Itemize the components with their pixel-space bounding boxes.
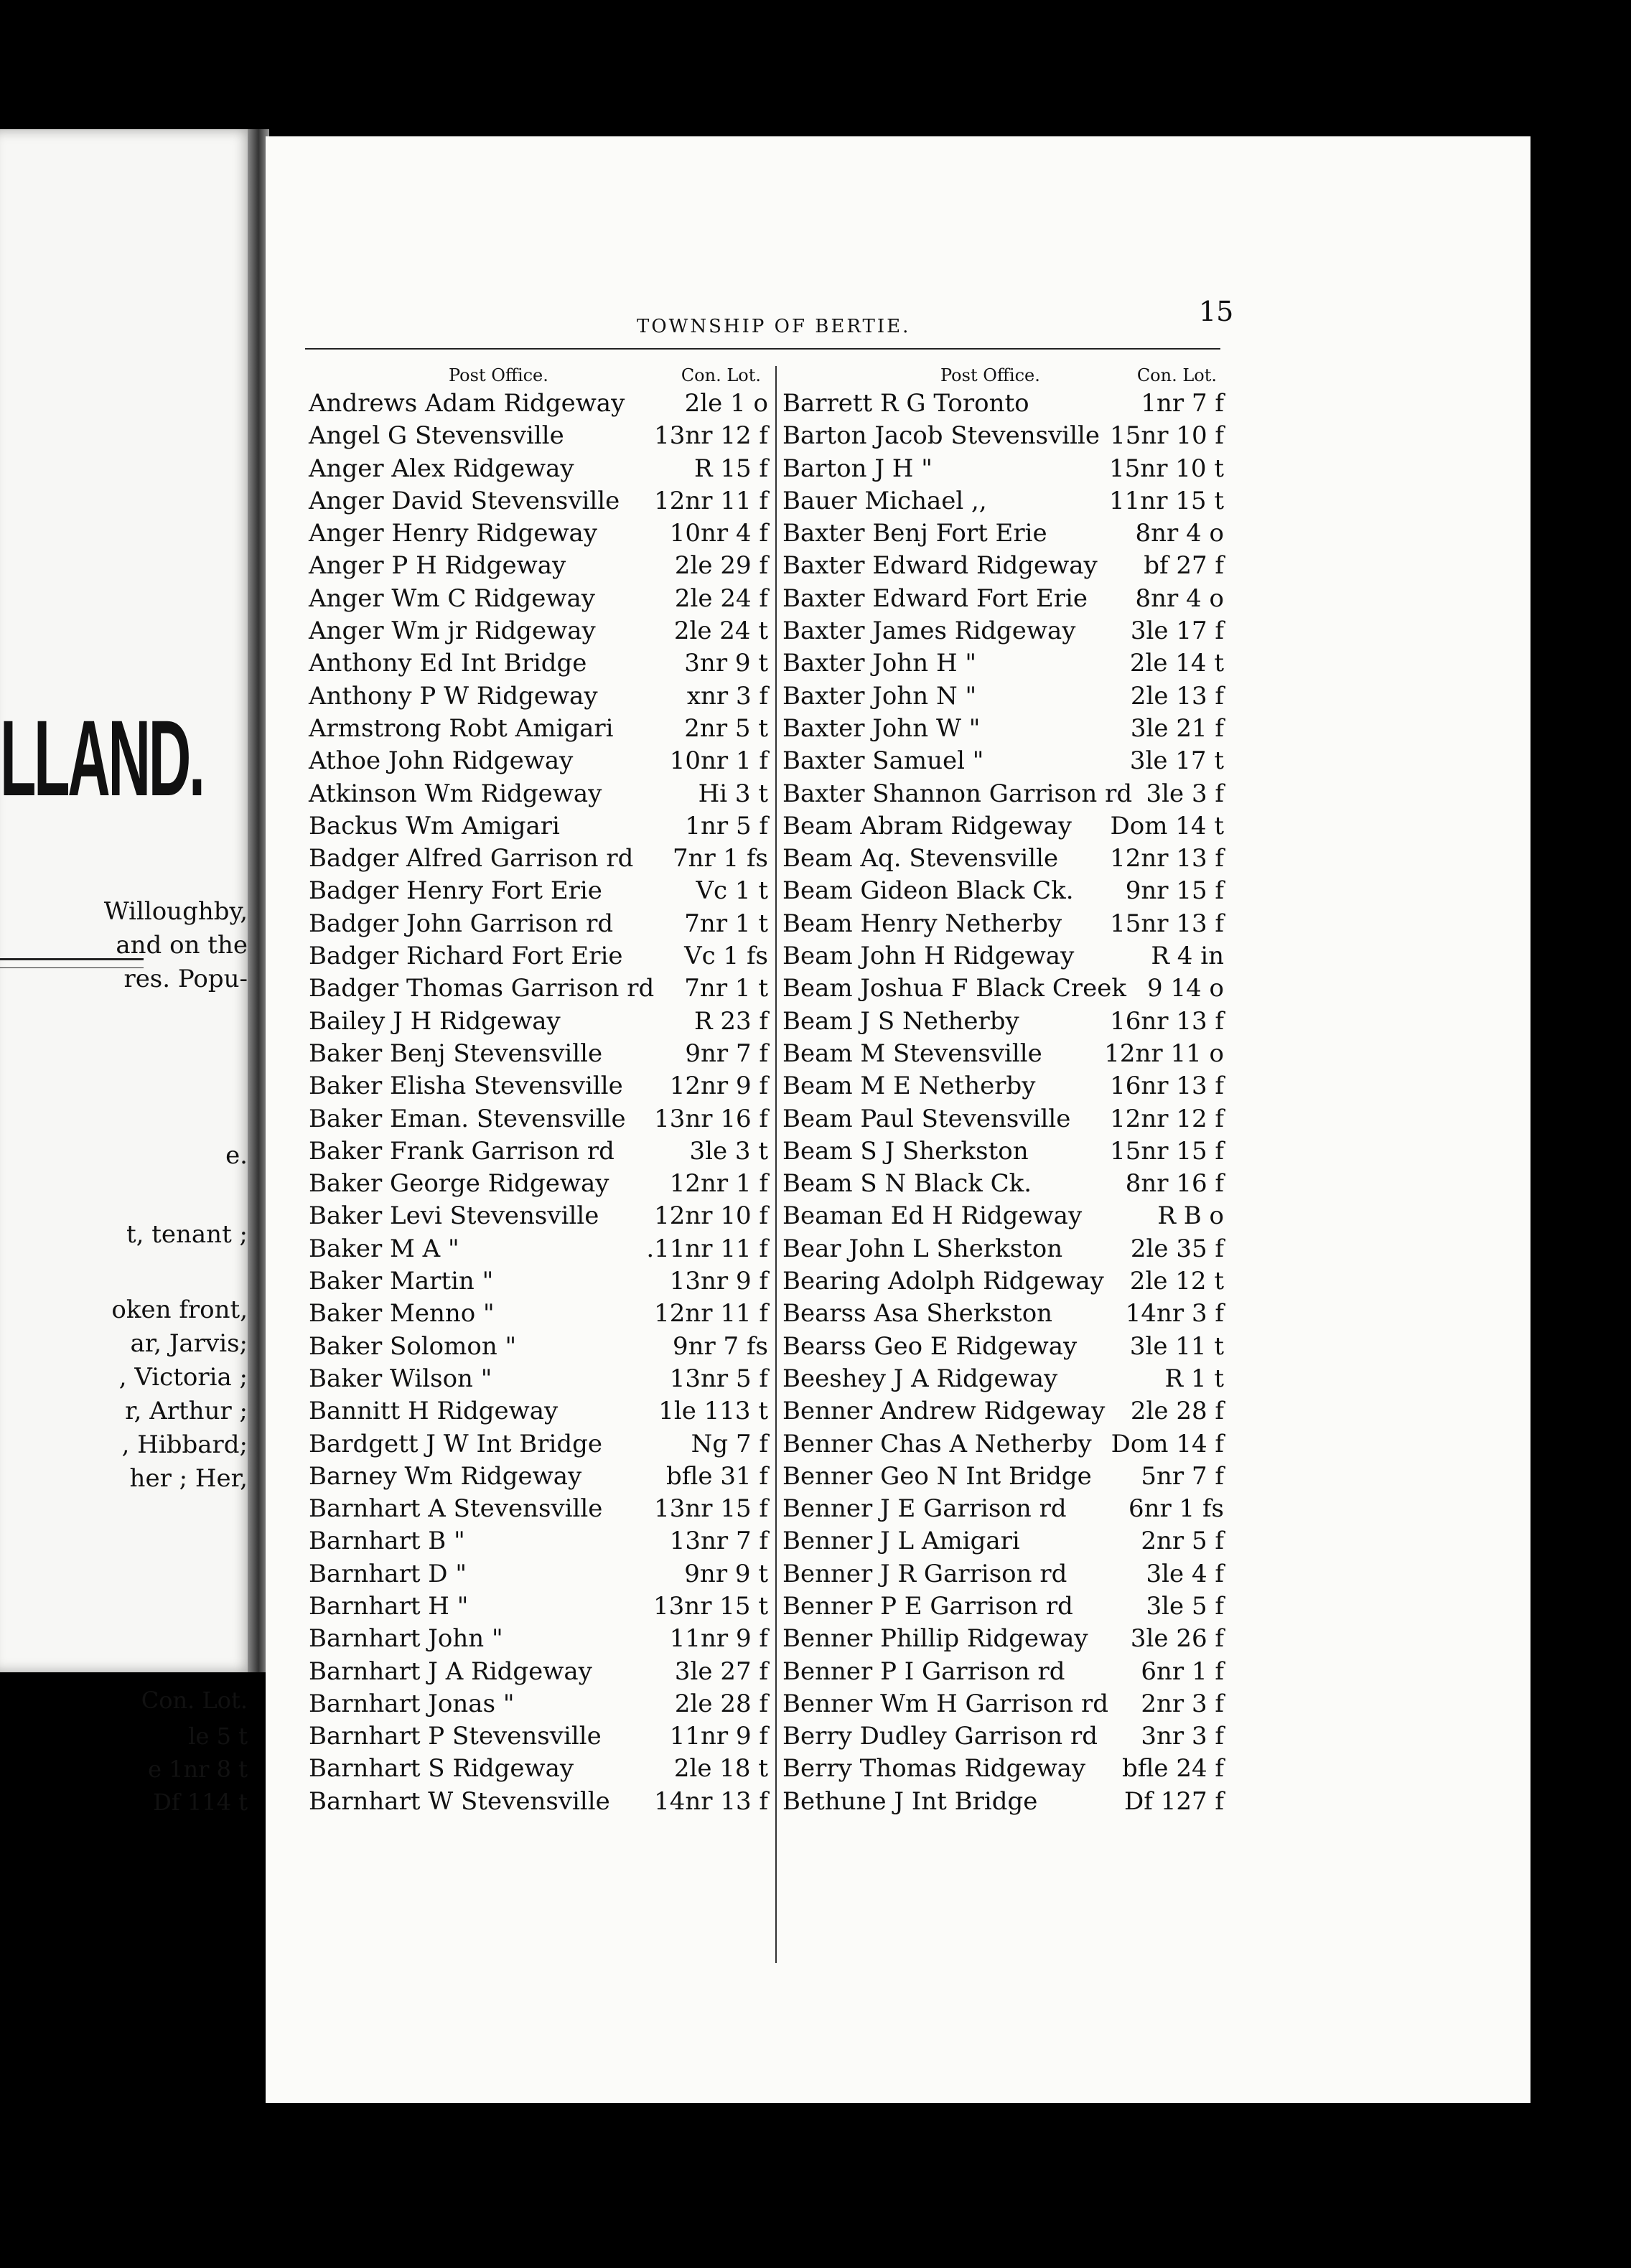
facing-text-line: r, Arthur ; [125,1397,248,1425]
column-divider [775,366,777,1963]
entry-name: Baker M A " [309,1234,459,1263]
entry-con-lot: 11nr 9 f [669,1624,768,1654]
entry-con-lot: 6nr 1 fs [1128,1494,1224,1524]
directory-entry [309,745,768,777]
entry-con-lot: 12nr 12 f [1110,1104,1224,1133]
entry-con-lot: R 4 in [1151,942,1224,971]
entry-name: Barnhart Jonas " [309,1689,515,1718]
entry-name: Athoe John Ridgeway [309,746,574,776]
entry-name: Barnhart John " [309,1624,503,1654]
entry-name: Badger Henry Fort Erie [309,876,602,906]
entry-con-lot: 3le 3 t [689,1136,768,1166]
facing-text-line: ar, Jarvis; [130,1329,248,1358]
entry-con-lot: 13nr 5 f [669,1364,768,1393]
entry-con-lot: 7nr 1 t [684,909,768,938]
entry-con-lot: 12nr 11 f [654,486,768,515]
directory-column-right [782,362,1224,1818]
entry-con-lot: 2le 24 f [674,584,768,613]
directory-entry [309,875,768,907]
entry-con-lot: 15nr 10 t [1109,454,1224,483]
entry-name: Anger Henry Ridgeway [309,519,598,548]
entry-name: Anger David Stevensville [309,486,620,515]
entry-con-lot: 2le 28 f [674,1689,768,1718]
entry-name: Beaman Ed H Ridgeway [782,1201,1083,1231]
entry-con-lot: 13nr 16 f [654,1104,768,1133]
entry-name: Barton Jacob Stevensville [782,421,1100,451]
entry-con-lot: bfle 24 f [1121,1754,1224,1784]
entry-name: Benner Chas A Netherby [782,1429,1092,1458]
directory-entry [309,1233,768,1265]
entry-con-lot: 9nr 15 f [1125,876,1224,906]
entry-con-lot: 3le 3 f [1146,779,1224,808]
directory-entry [782,1298,1224,1330]
entry-con-lot: 3le 11 t [1129,1331,1224,1361]
facing-table-header: Con. Lot. [141,1687,248,1714]
directory-entry [782,1265,1224,1298]
entry-name: Beam Gideon Black Ck. [782,876,1074,906]
entry-con-lot: R 1 t [1164,1364,1224,1393]
page [266,136,1530,2103]
entry-con-lot: 1nr 5 f [685,811,768,840]
entry-name: Badger Thomas Garrison rd [309,974,655,1003]
directory-entry [782,1038,1224,1070]
directory-entry [782,1200,1224,1232]
directory-entry [782,453,1224,485]
entry-con-lot: 3le 21 f [1130,713,1224,743]
entry-name: Benner P E Garrison rd [782,1591,1073,1621]
entry-con-lot: 12nr 1 f [669,1169,768,1199]
entry-con-lot: 5nr 7 f [1141,1461,1224,1491]
column-header [309,362,768,388]
entry-list [309,388,768,1818]
directory-entry [782,1688,1224,1720]
directory-entry [782,1331,1224,1363]
entry-name: Badger John Garrison rd [309,909,614,938]
entry-con-lot: 2le 14 t [1129,649,1224,678]
entry-list [782,388,1224,1818]
entry-name: Atkinson Wm Ridgeway [309,779,602,808]
entry-con-lot: Vc 1 t [696,876,768,906]
directory-entry [309,485,768,517]
directory-entry [782,908,1224,940]
directory-entry [309,843,768,875]
entry-name: Anger P H Ridgeway [309,551,566,581]
entry-con-lot: 3le 17 t [1129,746,1224,776]
entry-name: Bearss Geo E Ridgeway [782,1331,1078,1361]
entry-name: Baker Menno " [309,1299,495,1329]
directory-entry [309,517,768,550]
page-title: TOWNSHIP OF BERTIE. [637,316,911,337]
directory-entry [782,1233,1224,1265]
facing-text-line: , Victoria ; [118,1363,248,1392]
directory-entry [782,485,1224,517]
entry-con-lot: 2le 1 o [684,389,768,418]
directory-entry [309,1525,768,1557]
directory-entry [782,680,1224,713]
entry-name: Barnhart D " [309,1559,467,1588]
directory-entry [309,1265,768,1298]
entry-con-lot: bfle 31 f [665,1461,768,1491]
entry-con-lot: Dom 14 f [1111,1429,1224,1458]
directory-entry [309,1720,768,1753]
entry-name: Baxter Edward Fort Erie [782,584,1088,613]
entry-name: Beam John H Ridgeway [782,942,1075,971]
entry-name: Baker Martin " [309,1267,494,1296]
directory-entry [782,843,1224,875]
entry-name: Baxter John N " [782,681,977,711]
entry-con-lot: Ng 7 f [691,1429,768,1458]
entry-con-lot: 9nr 9 t [684,1559,768,1588]
entry-name: Bardgett J W Int Bridge [309,1429,603,1458]
entry-name: Bailey J H Ridgeway [309,1006,561,1036]
entry-name: Benner Wm H Garrison rd [782,1689,1108,1718]
directory-entry [782,973,1224,1005]
directory-entry [309,778,768,810]
facing-table-row: le 5 t [188,1723,248,1750]
directory-entry [309,1493,768,1525]
entry-con-lot: 2le 24 t [673,617,768,646]
directory-entry [309,1688,768,1720]
entry-con-lot: 9 14 o [1147,974,1224,1003]
entry-name: Baker Wilson " [309,1364,492,1393]
entry-con-lot: 3le 27 f [674,1657,768,1686]
directory-entry [309,680,768,713]
entry-con-lot: 8nr 16 f [1125,1169,1224,1199]
directory-entry [309,1786,768,1818]
directory-entry [309,420,768,452]
entry-con-lot: 15nr 10 f [1110,421,1224,451]
entry-con-lot: bf 27 f [1144,551,1224,581]
directory-entry [782,388,1224,420]
directory-entry [782,1656,1224,1688]
entry-con-lot: 13nr 7 f [669,1527,768,1556]
entry-con-lot: 13nr 15 t [653,1591,768,1621]
directory-entry [309,583,768,615]
entry-name: Benner Andrew Ridgeway [782,1397,1106,1426]
entry-name: Bauer Michael ,, [782,486,987,515]
directory-entry [782,1135,1224,1168]
entry-name: Baxter John W " [782,713,981,743]
directory-entry [782,1428,1224,1461]
entry-name: Barnhart J A Ridgeway [309,1657,592,1686]
directory-entry [309,1006,768,1038]
post-office-label: Post Office. [940,365,1040,385]
directory-entry [782,713,1224,745]
entry-con-lot: 10nr 1 f [669,746,768,776]
entry-name: Baxter Shannon Garrison rd [782,779,1133,808]
entry-name: Bear John L Sherkston [782,1234,1063,1263]
entry-name: Baxter John H " [782,649,977,678]
directory-entry [309,647,768,680]
directory-entry [782,1590,1224,1623]
entry-name: Benner P I Garrison rd [782,1657,1065,1686]
entry-con-lot: 13nr 9 f [669,1267,768,1296]
directory-entry [782,1493,1224,1525]
entry-con-lot: R 15 f [693,454,768,483]
directory-entry [309,1656,768,1688]
entry-name: Armstrong Robt Amigari [309,713,614,743]
entry-con-lot: 3nr 3 f [1141,1722,1224,1751]
entry-name: Barney Wm Ridgeway [309,1461,582,1491]
entry-name: Beam J S Netherby [782,1006,1019,1036]
entry-name: Beam Joshua F Black Creek [782,974,1126,1003]
facing-table-row: Df 114 t [153,1789,248,1816]
entry-con-lot: Dom 14 t [1110,811,1224,840]
entry-con-lot: 11nr 15 t [1109,486,1224,515]
facing-page-title: LLAND. [0,698,203,818]
directory-entry [782,420,1224,452]
entry-name: Benner J E Garrison rd [782,1494,1067,1524]
directory-entry [309,713,768,745]
entry-name: Beam S J Sherkston [782,1136,1029,1166]
entry-name: Beam M Stevensville [782,1039,1042,1068]
entry-name: Beam Aq. Stevensville [782,844,1059,873]
entry-name: Bearss Asa Sherkston [782,1299,1053,1329]
entry-name: Barnhart H " [309,1591,469,1621]
directory-entry [309,1331,768,1363]
entry-name: Baxter Benj Fort Erie [782,519,1047,548]
entry-con-lot: 6nr 1 f [1141,1657,1224,1686]
entry-name: Berry Dudley Garrison rd [782,1722,1098,1751]
entry-con-lot: 3le 5 f [1146,1591,1224,1621]
entry-con-lot: .11nr 11 f [646,1234,768,1263]
entry-con-lot: 3le 4 f [1146,1559,1224,1588]
entry-con-lot: 2le 18 t [673,1754,768,1784]
directory-entry [309,453,768,485]
entry-con-lot: 13nr 15 f [654,1494,768,1524]
directory-entry [309,1395,768,1428]
directory-entry [782,1786,1224,1818]
directory-entry [309,1168,768,1200]
directory-entry [782,1461,1224,1493]
directory-entry [782,1006,1224,1038]
entry-name: Anger Wm jr Ridgeway [309,617,596,646]
facing-text-line: Willoughby, [103,897,248,926]
directory-entry [782,550,1224,582]
entry-con-lot: Vc 1 fs [684,942,768,971]
facing-text-line: e. [225,1141,248,1170]
entry-con-lot: 12nr 9 f [669,1072,768,1101]
entry-name: Backus Wm Amigari [309,811,560,840]
entry-name: Beam Abram Ridgeway [782,811,1072,840]
entry-name: Badger Richard Fort Erie [309,942,623,971]
entry-name: Bethune J Int Bridge [782,1786,1038,1816]
entry-con-lot: 12nr 11 o [1104,1039,1224,1068]
entry-con-lot: 2nr 5 t [684,713,768,743]
directory-entry [782,1558,1224,1590]
entry-name: Bearing Adolph Ridgeway [782,1267,1104,1296]
entry-name: Barnhart B " [309,1527,465,1556]
facing-table-row: e 1nr 8 t [148,1756,248,1783]
directory-entry [309,1623,768,1655]
entry-name: Anthony P W Ridgeway [309,681,598,711]
entry-name: Anger Alex Ridgeway [309,454,574,483]
entry-name: Beam S N Black Ck. [782,1169,1032,1199]
directory-entry [309,1590,768,1623]
directory-entry [309,940,768,973]
entry-con-lot: 16nr 13 f [1110,1006,1224,1036]
directory-entry [782,1623,1224,1655]
entry-con-lot: 12nr 13 f [1110,844,1224,873]
entry-con-lot: R B o [1157,1201,1224,1231]
entry-name: Benner Geo N Int Bridge [782,1461,1092,1491]
directory-entry [782,778,1224,810]
directory-entry [309,1103,768,1135]
entry-con-lot: 2le 28 f [1130,1397,1224,1426]
entry-con-lot: 3le 26 f [1130,1624,1224,1654]
entry-con-lot: 2le 12 t [1129,1267,1224,1296]
entry-name: Barnhart S Ridgeway [309,1754,574,1784]
entry-name: Beam Paul Stevensville [782,1104,1071,1133]
entry-con-lot: 2nr 3 f [1141,1689,1224,1718]
directory-entry [309,1298,768,1330]
entry-con-lot: 15nr 13 f [1110,909,1224,938]
entry-name: Angel G Stevensville [309,421,564,451]
entry-con-lot: 15nr 15 f [1110,1136,1224,1166]
entry-con-lot: 16nr 13 f [1110,1072,1224,1101]
directory-entry [309,1070,768,1102]
directory-entry [782,583,1224,615]
facing-text-line: and on the [116,931,248,960]
con-lot-label: Con. Lot. [1136,365,1217,385]
entry-name: Barnhart A Stevensville [309,1494,603,1524]
directory-entry [309,1558,768,1590]
directory-entry [782,1103,1224,1135]
entry-con-lot: 8nr 4 o [1135,584,1224,613]
directory-entry [309,810,768,843]
entry-con-lot: 3nr 9 t [684,649,768,678]
directory-entry [309,1461,768,1493]
entry-con-lot: 9nr 7 f [685,1039,768,1068]
entry-name: Baker Elisha Stevensville [309,1072,623,1101]
directory-entry [309,908,768,940]
entry-name: Anger Wm C Ridgeway [309,584,595,613]
directory-entry [782,875,1224,907]
directory-entry [782,1363,1224,1395]
entry-name: Baxter Edward Ridgeway [782,551,1098,581]
entry-name: Barnhart W Stevensville [309,1786,610,1816]
directory-entry [782,745,1224,777]
entry-name: Barnhart P Stevensville [309,1722,602,1751]
entry-con-lot: 14nr 3 f [1125,1299,1224,1329]
entry-con-lot: 12nr 10 f [654,1201,768,1231]
entry-name: Beeshey J A Ridgeway [782,1364,1058,1393]
entry-name: Bannitt H Ridgeway [309,1397,559,1426]
page-number: 15 [1199,296,1234,327]
directory-entry [782,1525,1224,1557]
entry-name: Beam M E Netherby [782,1072,1036,1101]
entry-con-lot: R 23 f [693,1006,768,1036]
entry-name: Baker Levi Stevensville [309,1201,599,1231]
entry-con-lot: 2le 13 f [1130,681,1224,711]
entry-name: Baker Solomon " [309,1331,517,1361]
entry-con-lot: 1le 113 t [658,1397,768,1426]
directory-entry [309,973,768,1005]
entry-con-lot: 1nr 7 f [1141,389,1224,418]
entry-name: Baker Eman. Stevensville [309,1104,626,1133]
directory-entry [782,517,1224,550]
facing-text-line: res. Popu- [123,965,248,993]
directory-entry [309,1428,768,1461]
directory-entry [782,940,1224,973]
entry-con-lot: 7nr 1 fs [672,844,768,873]
directory-entry [782,1395,1224,1428]
facing-text-line: oken front, [111,1295,248,1324]
entry-name: Baker Benj Stevensville [309,1039,603,1068]
directory-column-left [309,362,768,1818]
entry-name: Baker George Ridgeway [309,1169,609,1199]
entry-con-lot: 9nr 7 fs [672,1331,768,1361]
entry-name: Benner Phillip Ridgeway [782,1624,1088,1654]
header-rule [305,348,1220,350]
facing-text-line: t, tenant ; [126,1220,248,1249]
entry-con-lot: 12nr 11 f [654,1299,768,1329]
entry-name: Beam Henry Netherby [782,909,1062,938]
entry-name: Baxter James Ridgeway [782,617,1076,646]
column-header [782,362,1224,388]
facing-text-line: , Hibbard; [121,1430,248,1459]
entry-name: Andrews Adam Ridgeway [309,389,625,418]
directory-entry [309,388,768,420]
entry-name: Barrett R G Toronto [782,389,1029,418]
directory-entry [782,647,1224,680]
entry-name: Anthony Ed Int Bridge [309,649,587,678]
con-lot-label: Con. Lot. [681,365,761,385]
entry-con-lot: 2le 35 f [1130,1234,1224,1263]
entry-name: Baker Frank Garrison rd [309,1136,614,1166]
entry-con-lot: 7nr 1 t [684,974,768,1003]
directory-entry [309,1200,768,1232]
directory-entry [782,615,1224,647]
facing-text-line: her ; Her, [129,1464,248,1493]
directory-entry [309,615,768,647]
directory-entry [782,1753,1224,1785]
entry-con-lot: 2le 29 f [674,551,768,581]
post-office-label: Post Office. [449,365,548,385]
entry-con-lot: 10nr 4 f [669,519,768,548]
entry-con-lot: 11nr 9 f [669,1722,768,1751]
entry-con-lot: Hi 3 t [698,779,768,808]
directory-entry [782,1168,1224,1200]
directory-entry [782,810,1224,843]
entry-con-lot: Df 127 f [1124,1786,1224,1816]
directory-entry [309,1038,768,1070]
entry-con-lot: xnr 3 f [686,681,768,711]
directory-entry [782,1070,1224,1102]
entry-con-lot: 14nr 13 f [654,1786,768,1816]
entry-con-lot: 3le 17 f [1130,617,1224,646]
entry-con-lot: 2nr 5 f [1141,1527,1224,1556]
entry-name: Baxter Samuel " [782,746,984,776]
directory-entry [309,1363,768,1395]
directory-entry [309,1753,768,1785]
facing-page [0,129,255,1816]
title-rule-thin [0,967,144,968]
entry-name: Berry Thomas Ridgeway [782,1754,1086,1784]
entry-name: Benner J L Amigari [782,1527,1020,1556]
entry-name: Badger Alfred Garrison rd [309,844,634,873]
entry-con-lot: 8nr 4 o [1135,519,1224,548]
entry-name: Benner J R Garrison rd [782,1559,1067,1588]
directory-entry [309,550,768,582]
directory-entry [782,1720,1224,1753]
entry-con-lot: 13nr 12 f [654,421,768,451]
entry-name: Barton J H " [782,454,933,483]
directory-entry [309,1135,768,1168]
